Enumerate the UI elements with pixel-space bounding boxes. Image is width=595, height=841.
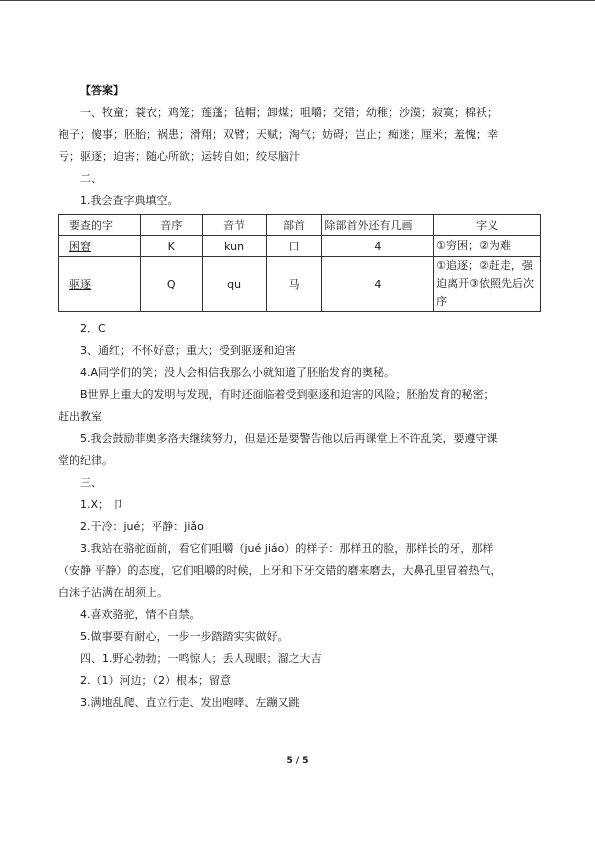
answer-line: 三、 (80, 476, 102, 489)
answer-line: 白沫子沾满在胡须上。 (58, 586, 168, 599)
table-cell-syllable: qu (202, 257, 266, 312)
answer-line: 堂的纪律。 (58, 454, 113, 467)
table-cell-initial: K (140, 236, 202, 257)
question-1-prompt: 1.我会查字典填空。 (80, 194, 179, 207)
section-1-line: 袍子；傻事；胚胎；祸患；滑翔；双臂；天赋；淘气；妨碍；岂止；痴迷；厘米；羞愧；幸 (58, 128, 498, 141)
table-header-cell: 音节 (202, 215, 266, 236)
section-2 (58, 168, 542, 472)
answer-line: （安静 平静）的态度，它们咀嚼的时候，上牙和下牙交错的磨来磨去，大鼻孔里冒着热气， (58, 564, 502, 577)
table-cell-strokes: 4 (322, 236, 434, 257)
answer-line: 3、通红；不怀好意；重大；受到驱逐和迫害 (80, 344, 296, 357)
table-header-cell: 要查的字 (59, 215, 141, 236)
table-cell-word (59, 257, 141, 312)
answer-line: 1.X； 卩 (80, 498, 124, 511)
answer-line: 2.干冷：jué；平静：jiǎo (80, 520, 204, 533)
answer-line: B世界上重大的发明与发现，有时还面临着受到驱逐和迫害的风险；胚胎发育的秘密； (80, 388, 495, 401)
table-header-row (59, 215, 541, 236)
section-1 (58, 102, 542, 168)
table-cell-strokes: 4 (322, 257, 434, 312)
table-cell-initial: Q (140, 257, 202, 312)
answer-page (58, 80, 542, 714)
section-1-line: 一、牧童；蓑衣；鸡笼；莲蓬；毡帽；卸煤；咀嚼；交错；幼稚；沙漠；寂寞；棉袄； (80, 106, 498, 119)
answer-line: 4.A同学们的笑；没人会相信我那么小就知道了胚胎发育的奥秘。 (80, 366, 396, 379)
underlined-word: 困窘 (69, 240, 91, 253)
answer-line: 5.我会鼓励菲奥多洛夫继续努力，但是还是要警告他以后再课堂上不许乱笑，要遵守课 (80, 432, 498, 445)
answer-line: 2．C (80, 322, 106, 335)
table-cell-meaning: ①追逐；②赶走，强迫离开③依照先后次序 (434, 257, 541, 312)
section-1-line: 亏；驱逐；迫害；随心所欲；运转自如；绞尽脑汁 (58, 150, 300, 163)
answer-heading: 【答案】 (80, 84, 124, 97)
section-4 (58, 648, 542, 714)
table-cell-word (59, 236, 141, 257)
table-header-cell: 字义 (434, 215, 541, 236)
table-header-cell: 除部首外还有几画 (322, 215, 434, 236)
answer-line: 3.满地乱爬、直立行走、发出咆哮、左蹦又跳 (80, 696, 300, 709)
answer-line: 5.做事要有耐心，一步一步踏踏实实做好。 (80, 630, 289, 643)
table-row (59, 257, 541, 312)
answer-line: 4.喜欢骆驼，情不自禁。 (80, 608, 201, 621)
dictionary-table (58, 214, 541, 312)
answer-line: 赶出教室 (58, 410, 102, 423)
page-number: 5 / 5 (286, 756, 309, 766)
table-cell-meaning: ①穷困；②为难 (434, 236, 541, 257)
top-rule (0, 0, 595, 1)
section-3 (58, 472, 542, 648)
answer-line: 3.我站在骆驼面前，看它们咀嚼（jué jiáo）的样子：那样丑的脸，那样长的牙，那样 (80, 542, 494, 555)
table-cell-radical: 马 (266, 257, 322, 312)
underlined-word: 驱逐 (69, 278, 91, 291)
section-2-label: 二、 (80, 172, 102, 185)
table-row (59, 236, 541, 257)
table-cell-syllable: kun (202, 236, 266, 257)
table-cell-radical: 口 (266, 236, 322, 257)
table-header-cell: 部首 (266, 215, 322, 236)
answer-line: 2.（1）河边；（2）根本；留意 (80, 674, 231, 687)
answer-line: 四、1.野心勃勃；一鸣惊人；丢人现眼；溜之大吉 (80, 652, 322, 665)
table-header-cell: 音序 (140, 215, 202, 236)
